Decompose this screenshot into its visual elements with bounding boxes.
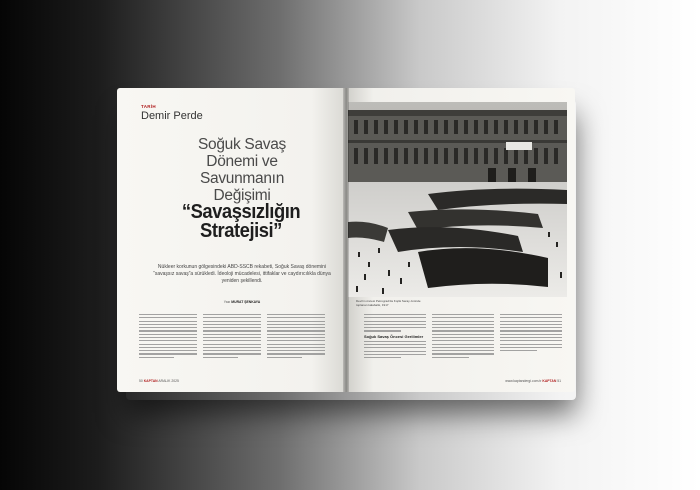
body-column-3 [267,314,325,376]
left-folio [139,379,179,383]
body-subhead: Soğuk Savaş Öncesi Gerilimler [364,333,424,339]
headline-line: Soğuk Savaş [197,136,287,153]
quote-line: Stratejisi” [200,220,282,242]
historical-photo [348,102,567,297]
crowd-palace-photo [348,102,567,297]
body-column-1 [139,314,197,376]
article-headline [147,136,337,204]
page-gutter [343,88,349,392]
headline-line: Savunmanın [199,170,285,187]
byline-author: MURAT ŞENKAYA [231,300,261,304]
headline-line: Dönemi ve [206,153,278,170]
byline [153,300,331,304]
article-lede: Nükleer korkunun gölgesindeki ABD-SSCB rekabeti, Soğuk Savaş dönemini “savaşsız savaş”a sürükledi. İdeoloji mücadelesi, ittifaklar ve caydırıcılıkla dünya yeniden şekillendi. [153,264,331,284]
section-title: Demir Perde [141,110,203,122]
page-number: 50 [139,379,143,383]
right-folio [505,379,561,383]
folio-magazine-name: KAPTAN [143,379,158,383]
section-label: TARİH [141,104,156,109]
body-column-5 [432,314,494,376]
headline-line: Değişimi [213,187,271,204]
open-magazine [117,88,575,392]
folio-magazine-name: KAPTAN [542,379,557,383]
folio-date: ARALIK 2025 [158,379,179,383]
body-column-6 [500,314,562,376]
byline-prefix: Yazı [223,300,231,304]
folio-url: www.kaptandergi.com.tr [505,379,542,383]
right-page [346,88,575,392]
quote-line: “Savaşsızlığın [181,201,301,223]
page-number: 51 [557,379,561,383]
pull-quote-title [149,203,333,241]
left-page [117,88,346,392]
body-column-2 [203,314,261,376]
body-column-4 [364,314,426,376]
photo-caption: Devrim öncesi Petrograd'da Kışlık Saray önünde toplanan kalabalık, 1917 [356,299,421,307]
